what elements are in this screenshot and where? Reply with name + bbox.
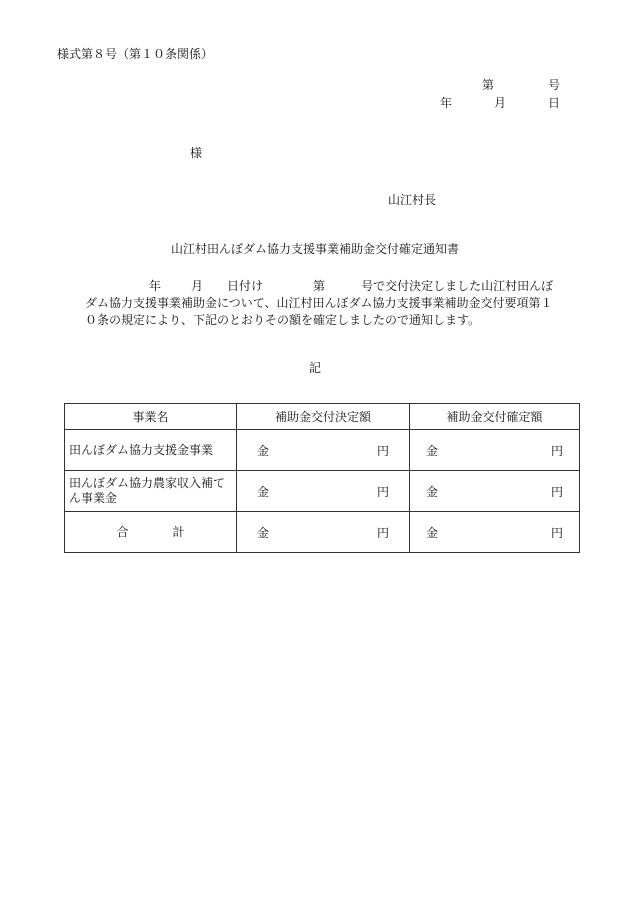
yen-prefix: 金 bbox=[257, 443, 270, 458]
body-text-after: 号で交付決定しました山江村田んぼダム協力支援事業補助金について、山江村田んぼダム協力支援事業補助金交付要項第１０条の規定により、下記のとおりその額を確定しましたので通知します。 bbox=[85, 279, 554, 327]
yen-prefix: 金 bbox=[426, 443, 439, 458]
total-decided-amount bbox=[237, 512, 410, 553]
yen-unit: 円 bbox=[376, 525, 389, 540]
header-confirmed-amount: 補助金交付確定額 bbox=[410, 404, 580, 430]
document-title: 山江村田んぼダム協力支援事業補助金交付確定通知書 bbox=[170, 242, 459, 256]
number-prefix: 第 bbox=[482, 78, 495, 92]
body-text bbox=[85, 278, 555, 329]
total-label bbox=[65, 512, 237, 553]
table-row bbox=[65, 471, 580, 512]
number-suffix: 号 bbox=[548, 78, 561, 92]
decided-amount bbox=[237, 430, 410, 471]
yen-prefix: 金 bbox=[257, 484, 270, 499]
date-day: 日 bbox=[548, 96, 561, 110]
form-label: 様式第８号（第１０条関係） bbox=[57, 47, 214, 61]
header-project-name: 事業名 bbox=[65, 404, 237, 430]
amount-table bbox=[64, 403, 580, 553]
total-label-a: 合 bbox=[116, 524, 129, 539]
yen-unit: 円 bbox=[550, 525, 563, 540]
confirmed-amount bbox=[410, 430, 580, 471]
header-decided-amount: 補助金交付決定額 bbox=[237, 404, 410, 430]
body-dai: 第 bbox=[313, 279, 326, 293]
yen-prefix: 金 bbox=[426, 525, 439, 540]
yen-unit: 円 bbox=[550, 484, 563, 499]
body-dated: 日付け bbox=[227, 279, 264, 293]
yen-unit: 円 bbox=[376, 484, 389, 499]
body-month: 月 bbox=[191, 279, 204, 293]
table-row bbox=[65, 430, 580, 471]
recipient-suffix: 様 bbox=[190, 146, 203, 160]
table-total-row bbox=[65, 512, 580, 553]
yen-unit: 円 bbox=[550, 443, 563, 458]
confirmed-amount bbox=[410, 471, 580, 512]
issuer-name: 山江村長 bbox=[388, 193, 437, 207]
yen-prefix: 金 bbox=[257, 525, 270, 540]
body-year: 年 bbox=[149, 279, 162, 293]
total-label-b: 計 bbox=[172, 524, 185, 539]
total-confirmed-amount bbox=[410, 512, 580, 553]
decided-amount bbox=[237, 471, 410, 512]
yen-prefix: 金 bbox=[426, 484, 439, 499]
yen-unit: 円 bbox=[376, 443, 389, 458]
project-name: 田んぼダム協力支援金事業 bbox=[65, 430, 237, 471]
project-name: 田んぼダム協力農家収入補てん事業金 bbox=[65, 471, 237, 512]
ki-heading: 記 bbox=[308, 361, 321, 375]
date-month: 月 bbox=[494, 96, 507, 110]
date-year: 年 bbox=[440, 96, 453, 110]
table-header-row bbox=[65, 404, 580, 430]
